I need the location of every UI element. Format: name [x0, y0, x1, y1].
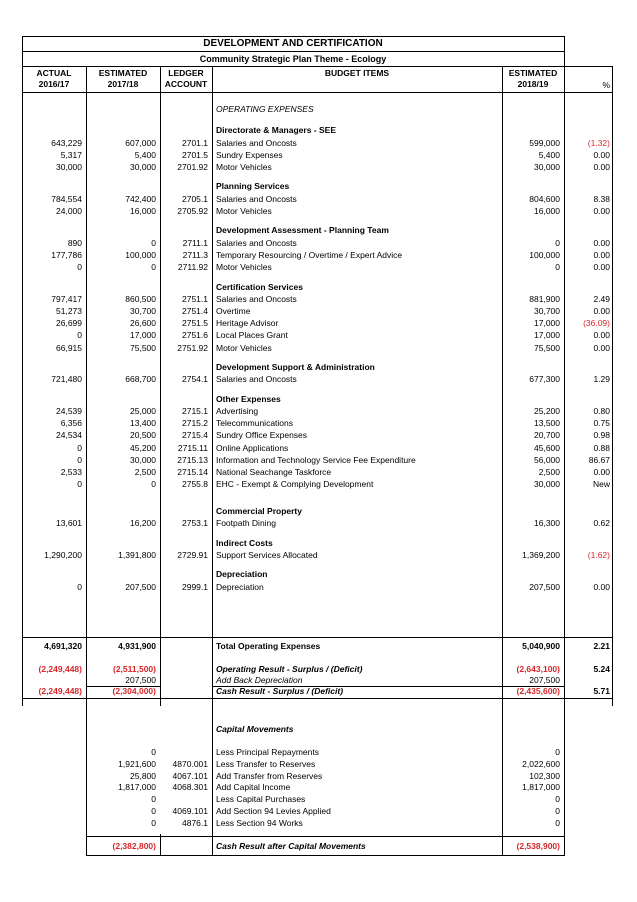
- budget-item: Salaries and Oncosts: [216, 293, 297, 304]
- budget-value: 100,000: [529, 249, 560, 260]
- capital-budget: 0: [555, 747, 560, 757]
- budget-value: 45,600: [534, 442, 560, 453]
- op-result-actual: (2,249,448): [38, 664, 82, 674]
- percent-change: 0.00: [593, 342, 610, 353]
- ledger-account: 2751.1: [182, 293, 208, 304]
- budget-value: 2,500: [538, 466, 560, 477]
- capital-budget: 102,300: [529, 770, 560, 781]
- actual-value: 66,915: [56, 342, 82, 353]
- capital-ledger: 4876.1: [182, 817, 208, 828]
- actual-value: 5,317: [60, 149, 82, 160]
- percent-change: 0.00: [593, 305, 610, 316]
- budget-item: Sundry Office Expenses: [216, 430, 308, 441]
- estimated-value: 17,000: [130, 330, 156, 341]
- capital-estimated: 1,817,000: [118, 782, 156, 793]
- budget-sheet: [22, 36, 614, 862]
- col-budget-header: ESTIMATED 2018/19: [508, 68, 558, 89]
- capital-budget: 2,022,600: [522, 758, 560, 769]
- budget-value: 30,700: [534, 305, 560, 316]
- capital-rule: [86, 836, 564, 837]
- column-rule: [564, 66, 565, 706]
- group-heading: Depreciation: [216, 569, 268, 580]
- budget-item: Heritage Advisor: [216, 318, 279, 329]
- actual-value: 890: [67, 237, 82, 248]
- group-heading: Indirect Costs: [216, 537, 273, 548]
- actual-value: 24,534: [56, 430, 82, 441]
- actual-value: 1,290,200: [44, 549, 82, 560]
- estimated-value: 0: [151, 479, 156, 490]
- estimated-value: 30,000: [130, 161, 156, 172]
- budget-item: Advertising: [216, 405, 259, 416]
- percent-change: 86.67: [588, 454, 610, 465]
- budget-item: Motor Vehicles: [216, 161, 272, 172]
- percent-change: 0.80: [593, 405, 610, 416]
- frame-right: [612, 66, 613, 706]
- group-heading: Development Assessment - Planning Team: [216, 225, 389, 236]
- percent-change: (1.62): [587, 549, 610, 560]
- percent-change: 0.00: [593, 466, 610, 477]
- budget-item: Salaries and Oncosts: [216, 374, 297, 385]
- column-rule: [564, 706, 565, 856]
- budget-item: Depreciation: [216, 581, 264, 592]
- estimated-value: 0: [151, 237, 156, 248]
- estimated-value: 75,500: [130, 342, 156, 353]
- capital-ledger: 4068.301: [172, 782, 208, 793]
- capital-item: Less Section 94 Works: [216, 817, 303, 828]
- ledger-account: 2999.1: [182, 581, 208, 592]
- budget-value: 56,000: [534, 454, 560, 465]
- actual-value: 0: [77, 581, 82, 592]
- total-actual: 4,691,320: [44, 641, 82, 651]
- budget-value: 17,000: [534, 330, 560, 341]
- budget-item: Information and Technology Service Fee Expenditure: [216, 454, 416, 465]
- column-rule: [502, 66, 503, 706]
- capital-estimated: 1,921,600: [118, 758, 156, 769]
- actual-value: 643,229: [51, 137, 82, 148]
- group-heading: Other Expenses: [216, 393, 281, 404]
- actual-value: 24,539: [56, 405, 82, 416]
- estimated-value: 668,700: [125, 374, 156, 385]
- col-items-header: BUDGET ITEMS: [324, 68, 390, 78]
- ledger-account: 2705.1: [182, 193, 208, 204]
- ledger-account: 2715.4: [182, 430, 208, 441]
- capital-item: Less Capital Purchases: [216, 794, 306, 805]
- capital-item: Less Principal Repayments: [216, 747, 319, 757]
- ledger-account: 2751.92: [177, 342, 208, 353]
- ledger-account: 2711.3: [182, 249, 208, 260]
- percent-change: 0.00: [593, 205, 610, 216]
- budget-item: Motor Vehicles: [216, 342, 272, 353]
- ledger-account: 2701.92: [177, 161, 208, 172]
- percent-change: 0.98: [593, 430, 610, 441]
- capital-budget: 1,817,000: [522, 782, 560, 793]
- actual-value: 6,356: [60, 418, 82, 429]
- col-actual-header: ACTUAL 2016/17: [36, 68, 72, 89]
- capital-budget: 0: [555, 817, 560, 828]
- ledger-account: 2729.91: [177, 549, 208, 560]
- percent-change: 0.00: [593, 249, 610, 260]
- actual-value: 0: [77, 261, 82, 272]
- budget-item: EHC - Exempt & Complying Development: [216, 479, 374, 490]
- ledger-account: 2753.1: [182, 518, 208, 529]
- add-back-rule: [86, 686, 160, 687]
- budget-value: 16,000: [534, 205, 560, 216]
- budget-value: 207,500: [529, 581, 560, 592]
- column-rule: [502, 706, 503, 856]
- budget-value: 804,600: [529, 193, 560, 204]
- estimated-value: 30,700: [130, 305, 156, 316]
- percent-change: 0.75: [593, 418, 610, 429]
- percent-change: 0.00: [593, 161, 610, 172]
- header-rule: [22, 92, 612, 93]
- actual-value: 13,601: [56, 518, 82, 529]
- column-rule: [86, 66, 87, 706]
- actual-value: 784,554: [51, 193, 82, 204]
- estimated-value: 45,200: [130, 442, 156, 453]
- column-rule: [86, 706, 87, 856]
- ledger-account: 2711.92: [177, 261, 208, 272]
- budget-value: 677,300: [529, 374, 560, 385]
- budget-item: Salaries and Oncosts: [216, 137, 297, 148]
- actual-value: 177,786: [51, 249, 82, 260]
- percent-change: 2.49: [593, 293, 610, 304]
- actual-value: 26,699: [56, 318, 82, 329]
- budget-value: 20,700: [534, 430, 560, 441]
- column-rule: [160, 66, 161, 706]
- capital-item: Less Transfer to Reserves: [216, 758, 316, 769]
- total-budget: 5,040,900: [522, 641, 560, 651]
- budget-item: Online Applications: [216, 442, 289, 453]
- estimated-value: 0: [151, 261, 156, 272]
- estimated-value: 20,500: [130, 430, 156, 441]
- percent-change: 0.00: [593, 581, 610, 592]
- total-label: Total Operating Expenses: [216, 641, 321, 651]
- cash-result-budget: (2,435,600): [516, 686, 560, 696]
- ledger-account: 2701.1: [182, 137, 208, 148]
- estimated-value: 1,391,800: [118, 549, 156, 560]
- budget-item: Footpath Dining: [216, 518, 277, 529]
- estimated-value: 13,400: [130, 418, 156, 429]
- col-pct-header: %: [602, 80, 610, 90]
- capital-budget: 0: [555, 806, 560, 816]
- group-heading: Commercial Property: [216, 505, 302, 516]
- budget-item: Temporary Resourcing / Overtime / Expert Advice: [216, 249, 403, 260]
- actual-value: 51,273: [56, 305, 82, 316]
- group-heading: Certification Services: [216, 281, 303, 292]
- budget-value: 16,300: [534, 518, 560, 529]
- ledger-account: 2705.92: [177, 205, 208, 216]
- column-rule: [160, 834, 161, 856]
- capital-estimated: 0: [151, 806, 156, 816]
- capital-estimated: 25,800: [130, 770, 156, 781]
- percent-change: 0.88: [593, 442, 610, 453]
- estimated-value: 860,500: [125, 293, 156, 304]
- frame-title-right: [564, 36, 565, 66]
- estimated-value: 5,400: [134, 149, 156, 160]
- budget-value: 599,000: [529, 137, 560, 148]
- actual-value: 0: [77, 442, 82, 453]
- actual-value: 2,533: [60, 466, 82, 477]
- percent-change: 0.00: [593, 149, 610, 160]
- budget-value: 30,000: [534, 161, 560, 172]
- budget-item: Motor Vehicles: [216, 261, 272, 272]
- col-ledger-header: LEDGER ACCOUNT: [164, 68, 208, 89]
- budget-item: Salaries and Oncosts: [216, 193, 297, 204]
- estimated-value: 207,500: [125, 581, 156, 592]
- capital-ledger: 4069.101: [172, 806, 208, 816]
- budget-item: National Seachange Taskforce: [216, 466, 332, 477]
- ledger-account: 2701.5: [182, 149, 208, 160]
- estimated-value: 16,000: [130, 205, 156, 216]
- capital-item: Add Transfer from Reserves: [216, 770, 323, 781]
- ledger-account: 2754.1: [182, 374, 208, 385]
- capital-ledger: 4870.001: [172, 758, 208, 769]
- percent-change: 8.38: [593, 193, 610, 204]
- ledger-account: 2751.4: [182, 305, 208, 316]
- column-rule: [212, 706, 213, 856]
- budget-value: 1,369,200: [522, 549, 560, 560]
- budget-value: 13,500: [534, 418, 560, 429]
- op-result-percent: 5.24: [593, 664, 610, 674]
- cash-result-label: Cash Result - Surplus / (Deficit): [216, 686, 344, 696]
- add-back-budget: 207,500: [529, 675, 560, 685]
- ledger-account: 2711.1: [182, 237, 208, 248]
- cash-result-estimated: (2,304,000): [112, 686, 156, 696]
- ledger-account: 2715.13: [177, 454, 208, 465]
- capital-estimated: 0: [151, 817, 156, 828]
- capital-item: Add Capital Income: [216, 782, 291, 793]
- actual-value: 0: [77, 454, 82, 465]
- op-result-estimated: (2,511,500): [112, 664, 156, 674]
- subtitle-rule: [22, 66, 612, 67]
- actual-value: 0: [77, 479, 82, 490]
- budget-value: 75,500: [534, 342, 560, 353]
- percent-change: 0.62: [593, 518, 610, 529]
- percent-change: 0.00: [593, 237, 610, 248]
- budget-value: 30,000: [534, 479, 560, 490]
- page-subtitle: Community Strategic Plan Theme - Ecology: [199, 54, 387, 64]
- capital-estimated: 0: [151, 747, 156, 757]
- budget-item: Telecommunications: [216, 418, 294, 429]
- group-heading: Planning Services: [216, 181, 290, 192]
- budget-value: 25,200: [534, 405, 560, 416]
- percent-change: New: [592, 479, 610, 490]
- final-rule: [86, 855, 564, 856]
- section-heading: OPERATING EXPENSES: [216, 104, 314, 114]
- ledger-account: 2715.14: [177, 466, 208, 477]
- title-rule: [22, 51, 564, 52]
- budget-value: 0: [555, 237, 560, 248]
- budget-value: 0: [555, 261, 560, 272]
- budget-item: Sundry Expenses: [216, 149, 283, 160]
- total-rule-top: [22, 637, 612, 638]
- percent-change: 1.29: [593, 374, 610, 385]
- capital-item: Add Section 94 Levies Applied: [216, 806, 331, 816]
- final-label: Cash Result after Capital Movements: [216, 841, 366, 851]
- total-estimated: 4,931,900: [118, 641, 156, 651]
- estimated-value: 26,600: [130, 318, 156, 329]
- capital-estimated: 0: [151, 794, 156, 805]
- ledger-account: 2715.11: [177, 442, 208, 453]
- budget-value: 881,900: [529, 293, 560, 304]
- estimated-value: 16,200: [130, 518, 156, 529]
- frame-top: [22, 36, 564, 37]
- capital-budget: 0: [555, 794, 560, 805]
- percent-change: 0.00: [593, 261, 610, 272]
- add-back-estimated: 207,500: [125, 675, 156, 685]
- total-percent: 2.21: [593, 641, 610, 651]
- estimated-value: 100,000: [125, 249, 156, 260]
- actual-value: 24,000: [56, 205, 82, 216]
- budget-item: Local Places Grant: [216, 330, 288, 341]
- add-back-rule: [212, 686, 564, 687]
- actual-value: 797,417: [51, 293, 82, 304]
- cash-result-rule: [22, 698, 612, 699]
- estimated-value: 742,400: [125, 193, 156, 204]
- op-result-label: Operating Result - Surplus / (Deficit): [216, 664, 363, 674]
- cash-result-actual: (2,249,448): [38, 686, 82, 696]
- final-budget: (2,538,900): [516, 841, 560, 851]
- percent-change: (36.09): [583, 318, 610, 329]
- estimated-value: 25,000: [130, 405, 156, 416]
- budget-item: Support Services Allocated: [216, 549, 318, 560]
- budget-value: 5,400: [538, 149, 560, 160]
- budget-value: 17,000: [534, 318, 560, 329]
- budget-item: Overtime: [216, 305, 251, 316]
- actual-value: 721,480: [51, 374, 82, 385]
- estimated-value: 607,000: [125, 137, 156, 148]
- ledger-account: 2715.2: [182, 418, 208, 429]
- cash-result-percent: 5.71: [593, 686, 610, 696]
- column-rule: [212, 66, 213, 706]
- ledger-account: 2751.6: [182, 330, 208, 341]
- capital-ledger: 4067.101: [172, 770, 208, 781]
- op-result-budget: (2,643,100): [516, 664, 560, 674]
- ledger-account: 2715.1: [182, 405, 208, 416]
- ledger-account: 2751.5: [182, 318, 208, 329]
- frame-left: [22, 36, 23, 706]
- add-back-label: Add Back Depreciation: [216, 675, 303, 685]
- actual-value: 30,000: [56, 161, 82, 172]
- budget-item: Motor Vehicles: [216, 205, 272, 216]
- actual-value: 0: [77, 330, 82, 341]
- ledger-account: 2755.8: [182, 479, 208, 490]
- percent-change: 0.00: [593, 330, 610, 341]
- percent-change: (1.32): [587, 137, 610, 148]
- estimated-value: 30,000: [130, 454, 156, 465]
- estimated-value: 2,500: [134, 466, 156, 477]
- group-heading: Directorate & Managers - SEE: [216, 125, 336, 136]
- group-heading: Development Support & Administration: [216, 362, 375, 373]
- page-title: DEVELOPMENT AND CERTIFICATION: [203, 38, 383, 49]
- budget-item: Salaries and Oncosts: [216, 237, 297, 248]
- capital-heading: Capital Movements: [216, 724, 294, 734]
- col-estimated-header: ESTIMATED 2017/18: [98, 68, 148, 89]
- final-estimated: (2,382,800): [112, 841, 156, 851]
